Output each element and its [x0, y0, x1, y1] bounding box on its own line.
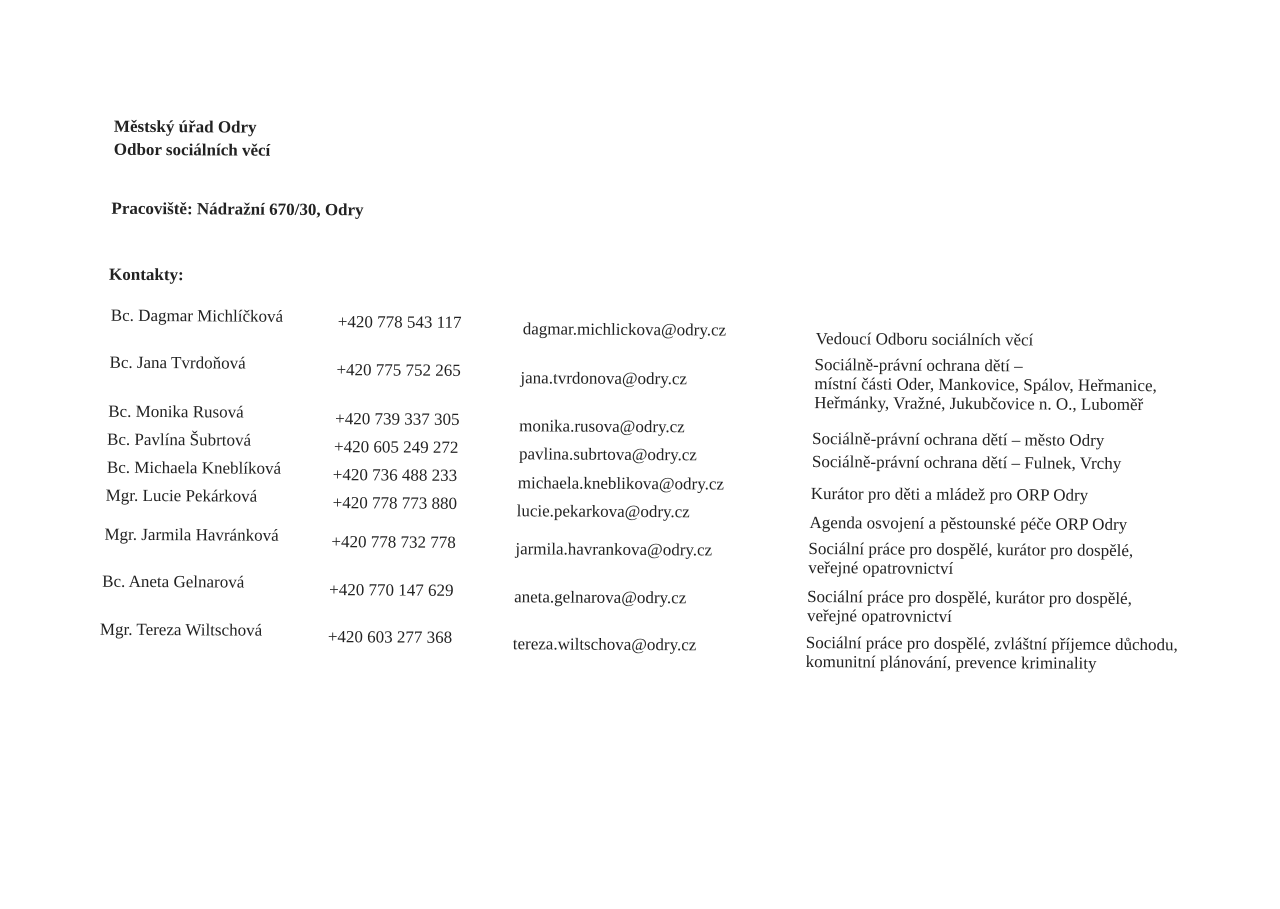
contact-email: tereza.wiltschova@odry.cz [512, 634, 697, 655]
contacts-heading: Kontakty: [109, 264, 184, 285]
role-line: Sociální práce pro dospělé, kurátor pro dospělé, [807, 587, 1132, 609]
contact-email: pavlina.subrtova@odry.cz [518, 444, 697, 465]
role-line: veřejné opatrovnictví [808, 558, 954, 578]
contact-email: lucie.pekarkova@odry.cz [516, 501, 690, 522]
contact-role [816, 329, 1236, 351]
contact-role [812, 429, 1232, 451]
contact-phone: +420 739 337 305 [335, 409, 460, 429]
role-line: Sociálně-právní ochrana dětí – Fulnek, Vrchy [811, 452, 1122, 473]
contact-phone: +420 736 488 233 [332, 465, 458, 485]
contact-email: jarmila.havrankova@odry.cz [515, 539, 713, 560]
contact-email: aneta.gelnarova@odry.cz [514, 587, 687, 608]
contact-name: Bc. Aneta Gelnarová [102, 571, 245, 592]
role-line: Sociální práce pro dospělé, zvláštní příjemce důchodu, [805, 633, 1178, 655]
contact-phone: +420 770 147 629 [329, 580, 454, 600]
role-line: Sociálně-právní ochrana dětí – [814, 355, 1023, 376]
contact-name: Bc. Dagmar Michlíčková [110, 305, 284, 326]
contact-phone: +420 605 249 272 [333, 437, 459, 457]
role-line: Heřmánky, Vražné, Jukubčovice n. O., Luboměř [814, 393, 1144, 415]
contact-role [814, 355, 1234, 415]
contact-email: dagmar.michlickova@odry.cz [522, 319, 727, 340]
contact-name: Mgr. Lucie Pekárková [105, 485, 258, 506]
role-line: Kurátor pro děti a mládež pro ORP Odry [810, 484, 1089, 505]
role-line: Agenda osvojení a pěstounské péče ORP Odry [809, 513, 1128, 534]
contact-name: Bc. Michaela Kneblíková [106, 457, 282, 478]
contact-email: monika.rusova@odry.cz [519, 416, 685, 437]
contact-name: Bc. Jana Tvrdoňová [109, 352, 246, 373]
role-line: komunitní plánování, prevence kriminality [805, 652, 1097, 673]
contact-phone: +420 778 773 880 [332, 493, 458, 513]
contact-role [806, 633, 1226, 674]
contact-role [812, 452, 1232, 474]
contact-phone: +420 778 732 778 [331, 532, 456, 552]
role-line: veřejné opatrovnictví [806, 606, 952, 626]
role-line: Sociální práce pro dospělé, kurátor pro dospělé, [808, 539, 1134, 561]
role-line: Sociálně-právní ochrana dětí – město Odry [812, 429, 1105, 450]
contact-name: Bc. Pavlína Šubrtová [106, 429, 252, 450]
workplace-address: Pracoviště: Nádražní 670/30, Odry [111, 198, 364, 220]
contact-phone: +420 775 752 265 [336, 360, 461, 380]
contact-name: Bc. Monika Rusová [108, 401, 244, 422]
contact-role [811, 484, 1231, 506]
department-title: Odbor sociálních věcí [113, 139, 271, 160]
contact-name: Mgr. Jarmila Havránková [104, 524, 279, 545]
contact-email: jana.tvrdonova@odry.cz [520, 368, 688, 389]
contact-phone: +420 778 543 117 [337, 312, 462, 332]
contact-email: michaela.kneblikova@odry.cz [517, 473, 725, 494]
contact-phone: +420 603 277 368 [327, 627, 453, 647]
contact-role [810, 513, 1230, 535]
contact-role [808, 539, 1228, 580]
office-title: Městský úřad Odry [113, 116, 257, 137]
role-line: Vedoucí Odboru sociálních věcí [815, 329, 1034, 350]
contact-role [807, 587, 1227, 628]
role-line: místní části Oder, Mankovice, Spálov, Heřmanice, [814, 374, 1157, 396]
contact-name: Mgr. Tereza Wiltschová [99, 619, 263, 640]
